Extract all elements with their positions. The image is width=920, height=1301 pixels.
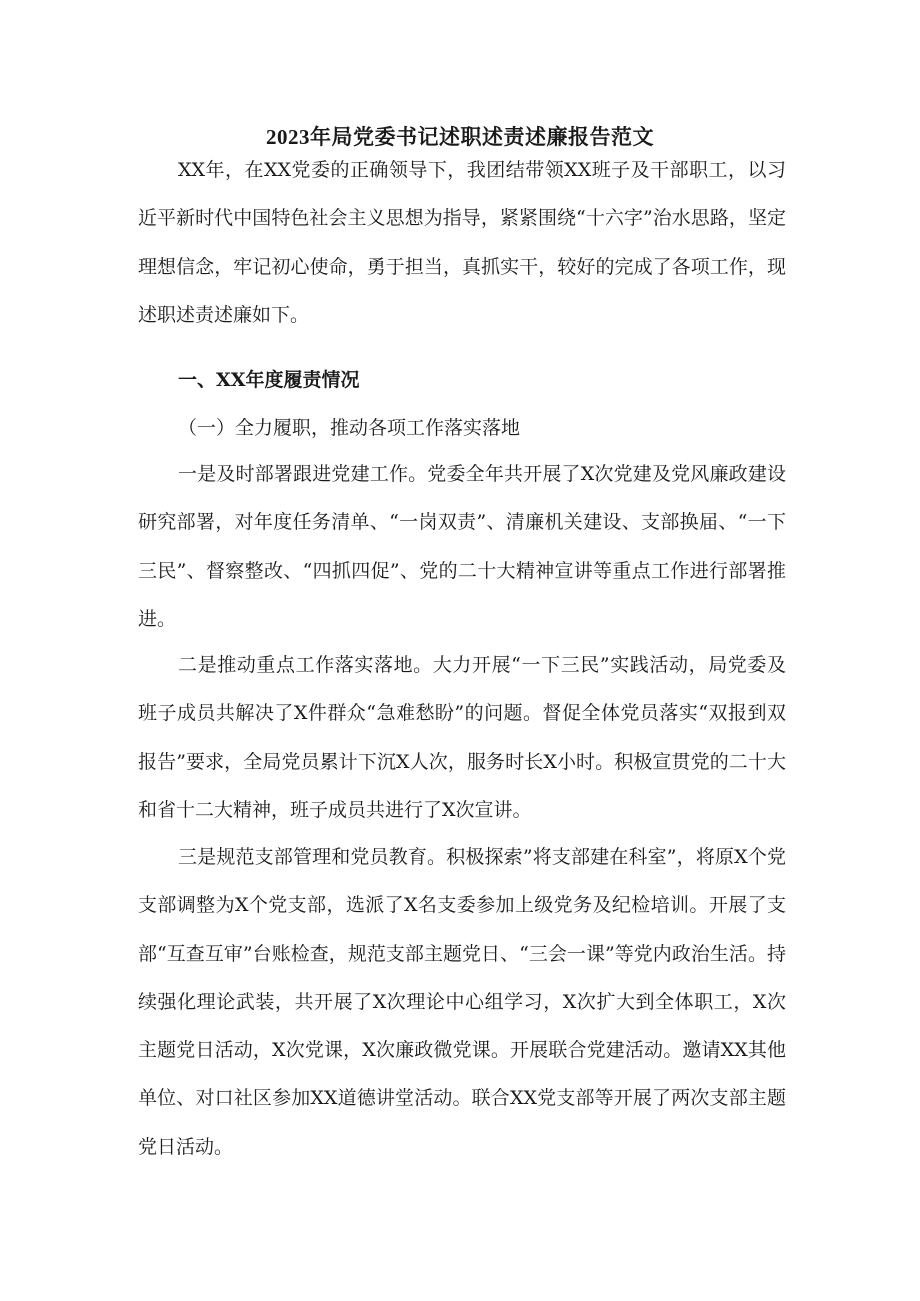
section-heading: 一、XX年度履责情况 — [178, 369, 360, 391]
document-title: 2023年局党委书记述职述责述廉报告范文 — [266, 125, 654, 149]
subsection-heading: （一）全力履职，推动各项工作落实落地 — [178, 417, 521, 439]
body-paragraph: 一是及时部署跟进党建工作。党委全年共开展了X次党建及党风廉政建设研究部署，对年度任务清单、“一岗双责”、清廉机关建设、支部换届、“一下三民”、督察整改、“四抓四促”、党的二十大精神宣讲等重点工作进行部署推进。 — [138, 463, 786, 630]
body-paragraph: 二是推动重点工作落实落地。大力开展“一下三民”实践活动，局党委及班子成员共解决了X件群众“急难愁盼”的问题。督促全体党员落实“双报到双报告”要求，全局党员累计下沉X人次，服务时长X小时。积极宣贯党的二十大和省十二大精神，班子成员共进行了X次宣讲。 — [138, 654, 786, 821]
intro-paragraph: XX年，在XX党委的正确领导下，我团结带领XX班子及干部职工，以习近平新时代中国特色社会主义思想为指导，紧紧围绕“十六字”治水思路，坚定理想信念，牢记初心使命，勇于担当，真抓实干，较好的完成了各项工作，现述职述责述廉如下。 — [138, 159, 786, 326]
body-paragraph: 三是规范支部管理和党员教育。积极探索”将支部建在科室”，将原X个党支部调整为X个党支部，选派了X名支委参加上级党务及纪检培训。开展了支部“互查互审”台账检查，规范支部主题党日、“三会一课”等党内政治生活。持续强化理论武装，共开展了X次理论中心组学习，X次扩大到全体职工，X次主题党日活动，X次党课，X次廉政微党课。开展联合党建活动。邀请XX其他单位、对口社区参加XX道德讲堂活动。联合XX党支部等开展了两次支部主题党日活动。 — [138, 846, 786, 1158]
